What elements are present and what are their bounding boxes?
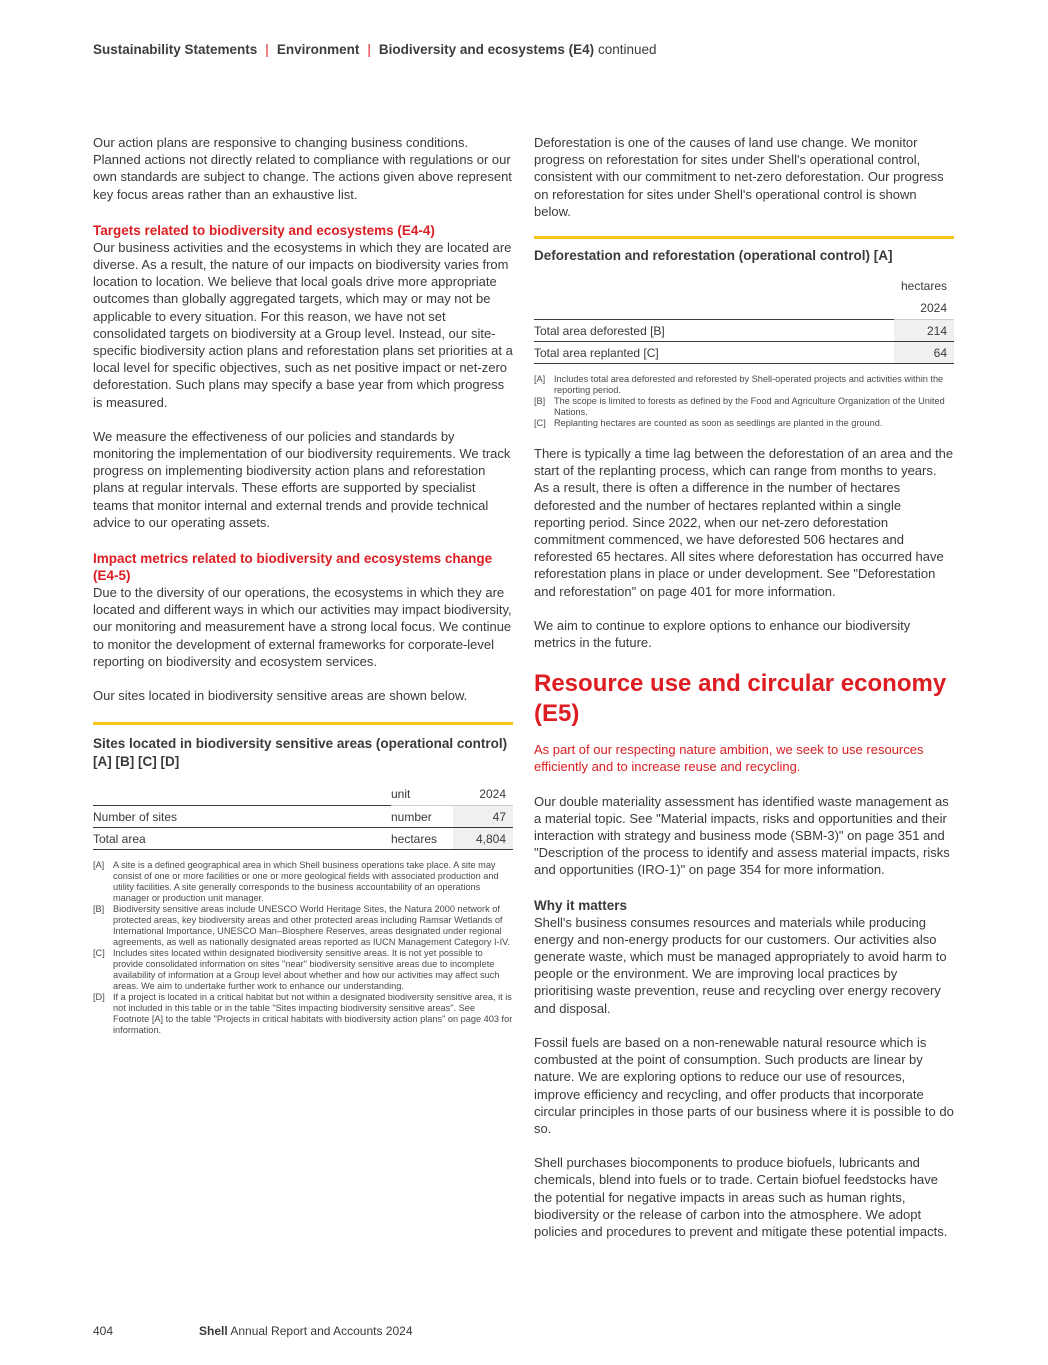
- row-value: 4,804: [453, 828, 513, 850]
- targets-paragraph-2: We measure the effectiveness of our policies and standards by monitoring the implementation of our biodiversity requirements. We track progress on implementing biodiversity action plans and reforestation plans at regular intervals. These efforts are supported by specialist teams that monitor internal and external trends and provide technical advice to our operating assets.: [93, 428, 511, 530]
- report-title: Annual Report and Accounts 2024: [230, 1324, 413, 1338]
- why-paragraph-1: Shell's business consumes resources and materials while producing energy and non-energy products for our customers. Our activities also generate waste, which must be managed appropriately to avoid harm to people or the environment. We are improving local practices by prioritising waste prevention, reuse and recycling over energy recovery and disposal.: [534, 914, 947, 1016]
- footnote-key: [C]: [93, 948, 105, 959]
- footnote-key: [C]: [534, 418, 546, 429]
- brand-name: Shell: [199, 1324, 228, 1338]
- time-lag-paragraph: There is typically a time lag between the deforestation of an area and the start of the replanting process, which can range from months to years. As a result, there is often a difference in the number of hectares deforested and the number of hectares replanted within a single reporting period. Since 2022, when our net-zero deforestation commitment commenced, we have deforested 506 hectares and reforested 65 hectares. All sites where deforestation has occurred have reforestation plans in place or under development. See "Deforestation and reforestation" on page 401 for more information.: [534, 446, 954, 599]
- impact-paragraph-2: Our sites located in biodiversity sensitive areas are shown below.: [93, 688, 468, 704]
- running-header: [93, 42, 657, 57]
- column-header-year: 2024: [453, 783, 513, 806]
- table-row: [534, 320, 954, 342]
- table-header-row: [93, 783, 513, 806]
- why-paragraph-3: Shell purchases biocomponents to produce biofuels, lubricants and chemicals, blend into fuels or to trade. Certain biofuel feedstocks have the potential for negative impacts in areas such as human rights, biodiversity or the release of carbon into the atmosphere. We adopt policies and procedures to prevent and mitigate these potential impacts.: [534, 1155, 948, 1239]
- e5-materiality-paragraph: Our double materiality assessment has identified waste management as a material topic. See "Material impacts, risks and opportunities and their interaction with strategy and business mode (SBM-3)" on page 351 and "Description of the process to identify and assess material impacts, risks and opportunities (IRO-1)" on page 354 for more information.: [534, 793, 950, 878]
- deforestation-table-footnotes: [534, 374, 954, 429]
- sites-table-title: Sites located in biodiversity sensitive areas (operational control) [A] [B] [C] [D]: [93, 736, 508, 770]
- deforestation-intro: Deforestation is one of the causes of land use change. We monitor progress on reforestation for sites under Shell's operational control, consistent with our commitment to net-zero deforestation. Our progress on reforestation for sites under Shell's operational control is shown below.: [534, 135, 944, 219]
- targets-heading: Targets related to biodiversity and ecosystems (E4-4): [93, 222, 435, 238]
- footnote: [93, 948, 513, 992]
- footnote: [534, 374, 954, 396]
- intro-paragraph: Our action plans are responsive to changing business conditions. Planned actions not directly related to compliance with regulations or our own standards are subject to change. The actions given above represent key focus areas rather than an exhaustive list.: [93, 135, 512, 202]
- footnote: [534, 418, 954, 429]
- footnote-text: Biodiversity sensitive areas include UNESCO World Heritage Sites, the Natura 2000 network of protected areas, key biodiversity areas and other protected areas including Ramsar Wetlands of International Importance, UNESCO Man–Biosphere Reserves, areas designated under regional agreements, as well as nationally designated areas reported as IUCN Management Category I-IV.: [113, 904, 510, 948]
- column-header-year: 2024: [894, 297, 954, 320]
- footnote-key: [B]: [534, 396, 546, 407]
- table-unit-row: [534, 275, 954, 297]
- table-row: [534, 342, 954, 364]
- footnote-key: [A]: [534, 374, 546, 385]
- footer-brand: [199, 1324, 413, 1338]
- header-separator: |: [367, 42, 371, 57]
- header-suffix: continued: [597, 42, 657, 57]
- deforestation-table: [534, 275, 954, 364]
- why-paragraph-2: Fossil fuels are based on a non-renewable natural resource which is combusted at the point of consumption. Such products are linear by nature. We are exploring options to reduce our use of resources, improve efficiency and recycling, and offer products that incorporate circular principles in those parts of our business where it is possible to do so.: [534, 1034, 954, 1136]
- footnote-text: Replanting hectares are counted as soon as seedlings are planted in the ground.: [554, 418, 883, 429]
- row-label: Total area replanted [C]: [534, 342, 894, 364]
- footnote: [93, 904, 513, 948]
- footnote-text: A site is a defined geographical area in which Shell business operations take place. A site may consist of one or more facilities or one or more geological fields with associated production and utility facilities. A site generally corresponds to the business accountability of an operations manager or production unit manager.: [113, 860, 499, 904]
- why-it-matters-heading: Why it matters: [534, 897, 628, 913]
- column-header-unit: hectares: [900, 279, 947, 294]
- table-top-rule: [534, 236, 954, 239]
- row-value: 47: [453, 806, 513, 828]
- e5-lead-paragraph: As part of our respecting nature ambition, we seek to use resources efficiently and to increase reuse and recycling.: [534, 742, 924, 775]
- header-subsection[interactable]: Environment: [276, 42, 360, 57]
- row-value: 64: [894, 342, 954, 364]
- table-row: [93, 806, 513, 828]
- e5-section-heading: Resource use and circular economy (E5): [534, 670, 947, 728]
- footnote-text: If a project is located in a critical habitat but not within a designated biodiversity sensitive area, it is not included in this table or in the table "Sites impacting biodiversity sensitive areas". See Footnote [A] to the table "Projects in critical habitats with biodiversity action plans" on page 403 for information.: [113, 992, 513, 1036]
- column-header-unit: unit: [391, 783, 453, 806]
- footnote-key: [D]: [93, 992, 105, 1003]
- footnote: [93, 860, 513, 904]
- footnote-key: [B]: [93, 904, 105, 915]
- header-separator: |: [265, 42, 269, 57]
- sites-table: [93, 783, 513, 850]
- header-topic[interactable]: Biodiversity and ecosystems (E4): [378, 42, 595, 57]
- footnote: [93, 992, 513, 1036]
- row-unit: hectares: [391, 828, 453, 850]
- sites-table-block: [93, 722, 513, 1036]
- table-row: [93, 828, 513, 850]
- sites-table-footnotes: [93, 860, 513, 1036]
- targets-paragraph-1: Our business activities and the ecosystems in which they are located are diverse. As a result, the nature of our impacts on biodiversity varies from location to location. We believe that local goals drive more appropriate outcomes than globally aggregated targets, which may or may not be applicable to every situation. For this reason, we have not set consolidated targets on biodiversity at a Group level. Instead, our site-specific biodiversity action plans and reforestation plans set priorities at a local level for specific objectives, such as net positive impact or net-zero deforestation. Such plans may specify a base year from which progress is measured.: [93, 239, 513, 410]
- footnote: [534, 396, 954, 418]
- row-unit: number: [391, 806, 453, 828]
- aim-paragraph: We aim to continue to explore options to enhance our biodiversity metrics in the future.: [534, 617, 911, 651]
- row-label: Total area: [93, 828, 391, 850]
- deforestation-table-title: Deforestation and reforestation (operational control) [A]: [534, 248, 893, 264]
- row-value: 214: [894, 320, 954, 342]
- footnote-text: Includes total area deforested and reforested by Shell-operated projects and activities within the reporting period.: [554, 374, 944, 396]
- table-top-rule: [93, 722, 513, 725]
- footnote-key: [A]: [93, 860, 105, 871]
- footnote-text: The scope is limited to forests as defined by the Food and Agriculture Organization of the United Nations.: [554, 396, 945, 418]
- deforestation-table-block: [534, 236, 954, 429]
- page-footer: [93, 1324, 413, 1338]
- row-label: Total area deforested [B]: [534, 320, 894, 342]
- table-header-row: [534, 297, 954, 320]
- left-column: [93, 134, 513, 1036]
- footnote-text: Includes sites located within designated biodiversity sensitive areas. It is not yet possible to provide consolidated information on sites "near" biodiversity sensitive areas due to incomplete availability of information at a Group level about whether and how our activities may affect such areas. We aim to undertake further work to enhance our understanding.: [113, 948, 500, 992]
- page-number: 404: [93, 1324, 114, 1338]
- impact-paragraph-1: Due to the diversity of our operations, the ecosystems in which they are located and different ways in which our activities may impact biodiversity, our monitoring and measurement have a strong local focus. We continue to monitor the development of external frameworks for corporate-level reporting on biodiversity and ecosystem services.: [93, 585, 512, 669]
- right-column: [534, 134, 954, 1240]
- impact-heading: Impact metrics related to biodiversity and ecosystems change (E4-5): [93, 551, 493, 584]
- row-label: Number of sites: [93, 806, 391, 828]
- header-section[interactable]: Sustainability Statements: [93, 42, 258, 57]
